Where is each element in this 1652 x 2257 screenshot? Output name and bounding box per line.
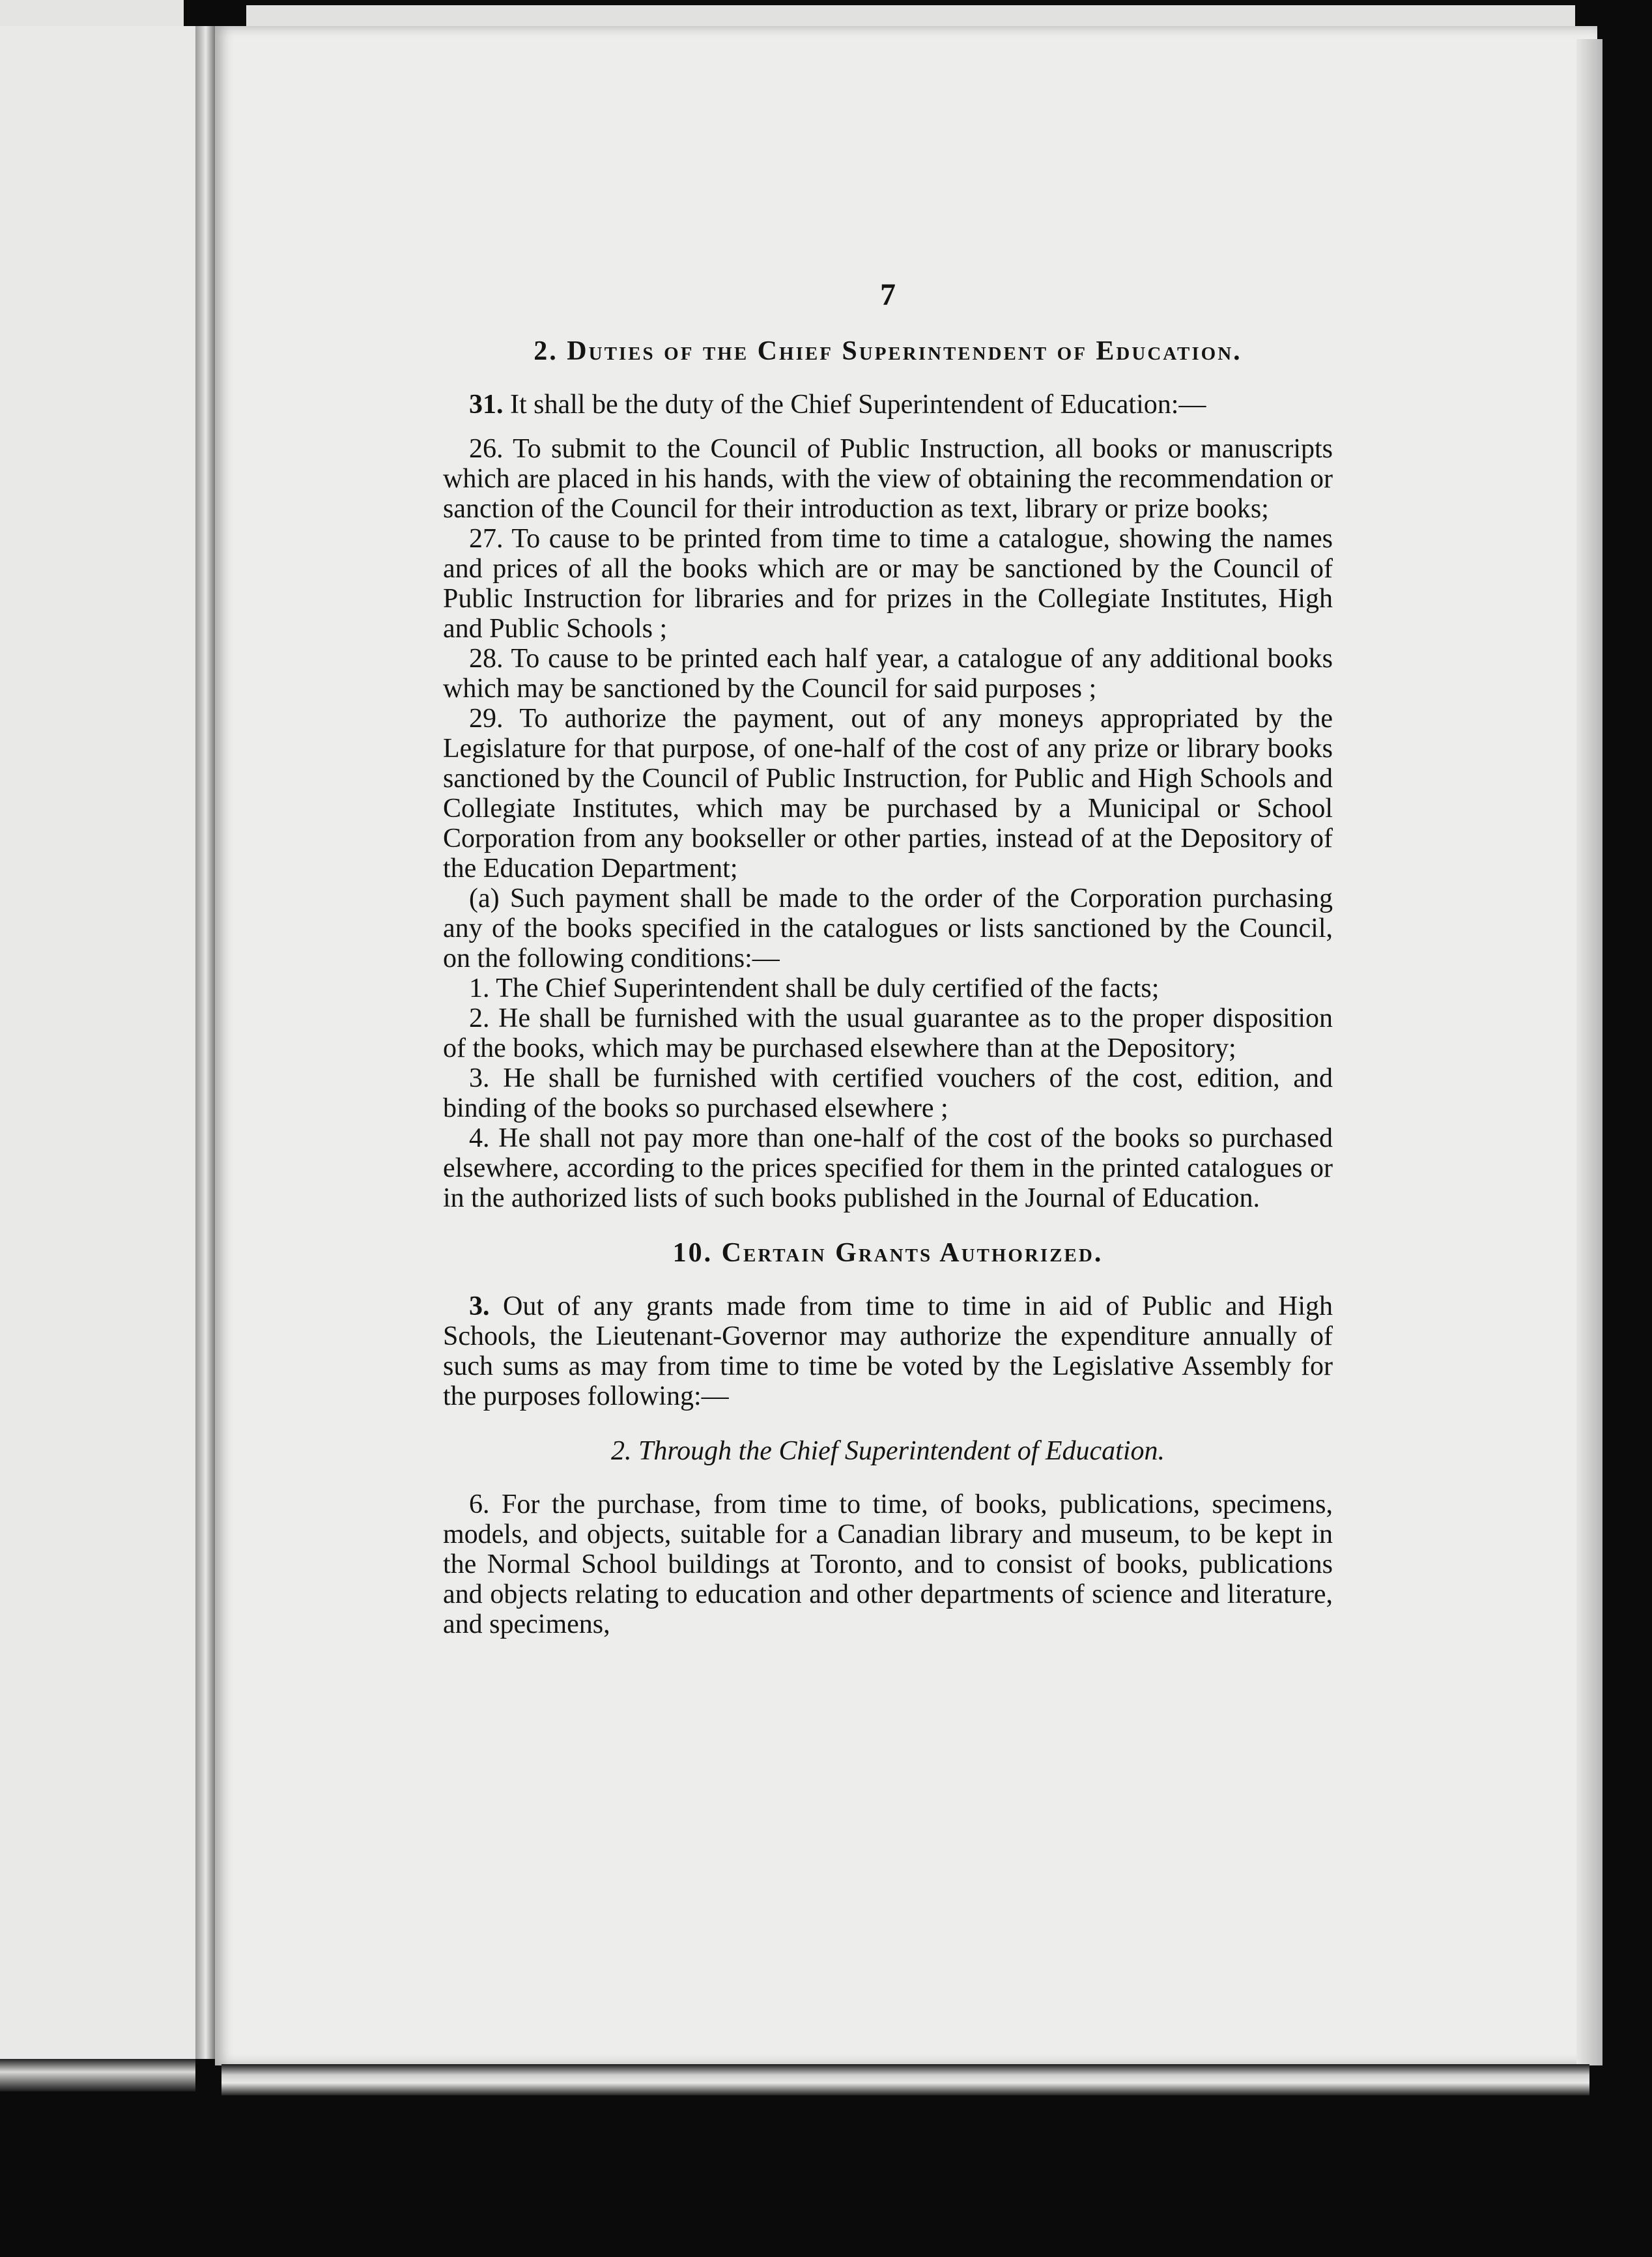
item-6: 6. For the purchase, from time to time, of books, publications, specimens, models, and objects, suitable for a Canadian library and museum, to be kept in the Normal School buildings at Toronto, and to consist of books, publications and objects relating to education and other departments of science and literature, and specimens, — [443, 1489, 1333, 1639]
heading-grants: 10. Certain Grants Authorized. — [672, 1238, 1104, 1268]
condition-1: 1. The Chief Superintendent shall be duly certified of the facts; — [469, 973, 1160, 1003]
section-31-text: It shall be the duty of the Chief Superintendent of Education:— — [510, 390, 1206, 420]
page-text — [443, 280, 1333, 1639]
condition-2: 2. He shall be furnished with the usual guarantee as to the proper disposition of the books, which may be purchased elsewhere than at the Depository; — [443, 1003, 1333, 1063]
scan-edge-bottom-left — [0, 2059, 195, 2092]
item-28: 28. To cause to be printed each half year, a catalogue of any additional books which may be sanctioned by the Council for said purposes ; — [443, 644, 1333, 704]
section-3-text: Out of any grants made from time to time in aid of Public and High Schools, the Lieutenant-Governor may authorize the expenditure annually of such sums as may from time to time be voted by the Legislative Assembly for the purposes following:— — [443, 1291, 1333, 1411]
section-31 — [443, 390, 1333, 420]
item-29: 29. To authorize the payment, out of any moneys appropriated by the Legislature for that purpose, of one-half of the cost of any prize or library books sanctioned by the Council of Public Instruction, for Public and High Schools and Collegiate Institutes, which may be purchased by a Municipal or School Corporation from any bookseller or other parties, instead of at the Depository of the Education Department; — [443, 704, 1333, 884]
subheading-through: 2. Through the Chief Superintendent of Education. — [610, 1436, 1165, 1466]
page-edge-right — [1576, 39, 1602, 2065]
scan-page-edge-top-left — [0, 0, 184, 26]
page-number: 7 — [880, 278, 896, 312]
condition-4: 4. He shall not pay more than one-half of the cost of the books so purchased elsewhere, according to the prices specified for them in the printed catalogues or in the authorized lists of such books published in the Journal of Education. — [443, 1123, 1333, 1213]
item-27: 27. To cause to be printed from time to time a catalogue, showing the names and prices of all the books which are or may be sanctioned by the Council of Public Instruction for libraries and for prizes in the Collegiate Institutes, High and Public Schools ; — [443, 524, 1333, 644]
item-26: 26. To submit to the Council of Public Instruction, all books or manuscripts which are placed in his hands, with the view of obtaining the recommendation or sanction of the Council for their introduction as text, library or prize books; — [443, 434, 1333, 524]
heading-duties: 2. Duties of the Chief Superintendent of Education. — [534, 336, 1242, 366]
section-3 — [443, 1291, 1333, 1411]
scan-edge-bottom — [221, 2064, 1589, 2095]
facing-page — [0, 26, 207, 2059]
section-31-number: 31. — [469, 390, 504, 420]
condition-3: 3. He shall be furnished with certified vouchers of the cost, edition, and binding of the books so purchased elsewhere ; — [443, 1063, 1333, 1123]
scan-page-edge-top-right — [246, 5, 1575, 26]
section-3-number: 3. — [469, 1291, 490, 1321]
item-29a: (a) Such payment shall be made to the order of the Corporation purchasing any of the books specified in the catalogues or lists sanctioned by the Council, on the following conditions:— — [443, 884, 1333, 973]
